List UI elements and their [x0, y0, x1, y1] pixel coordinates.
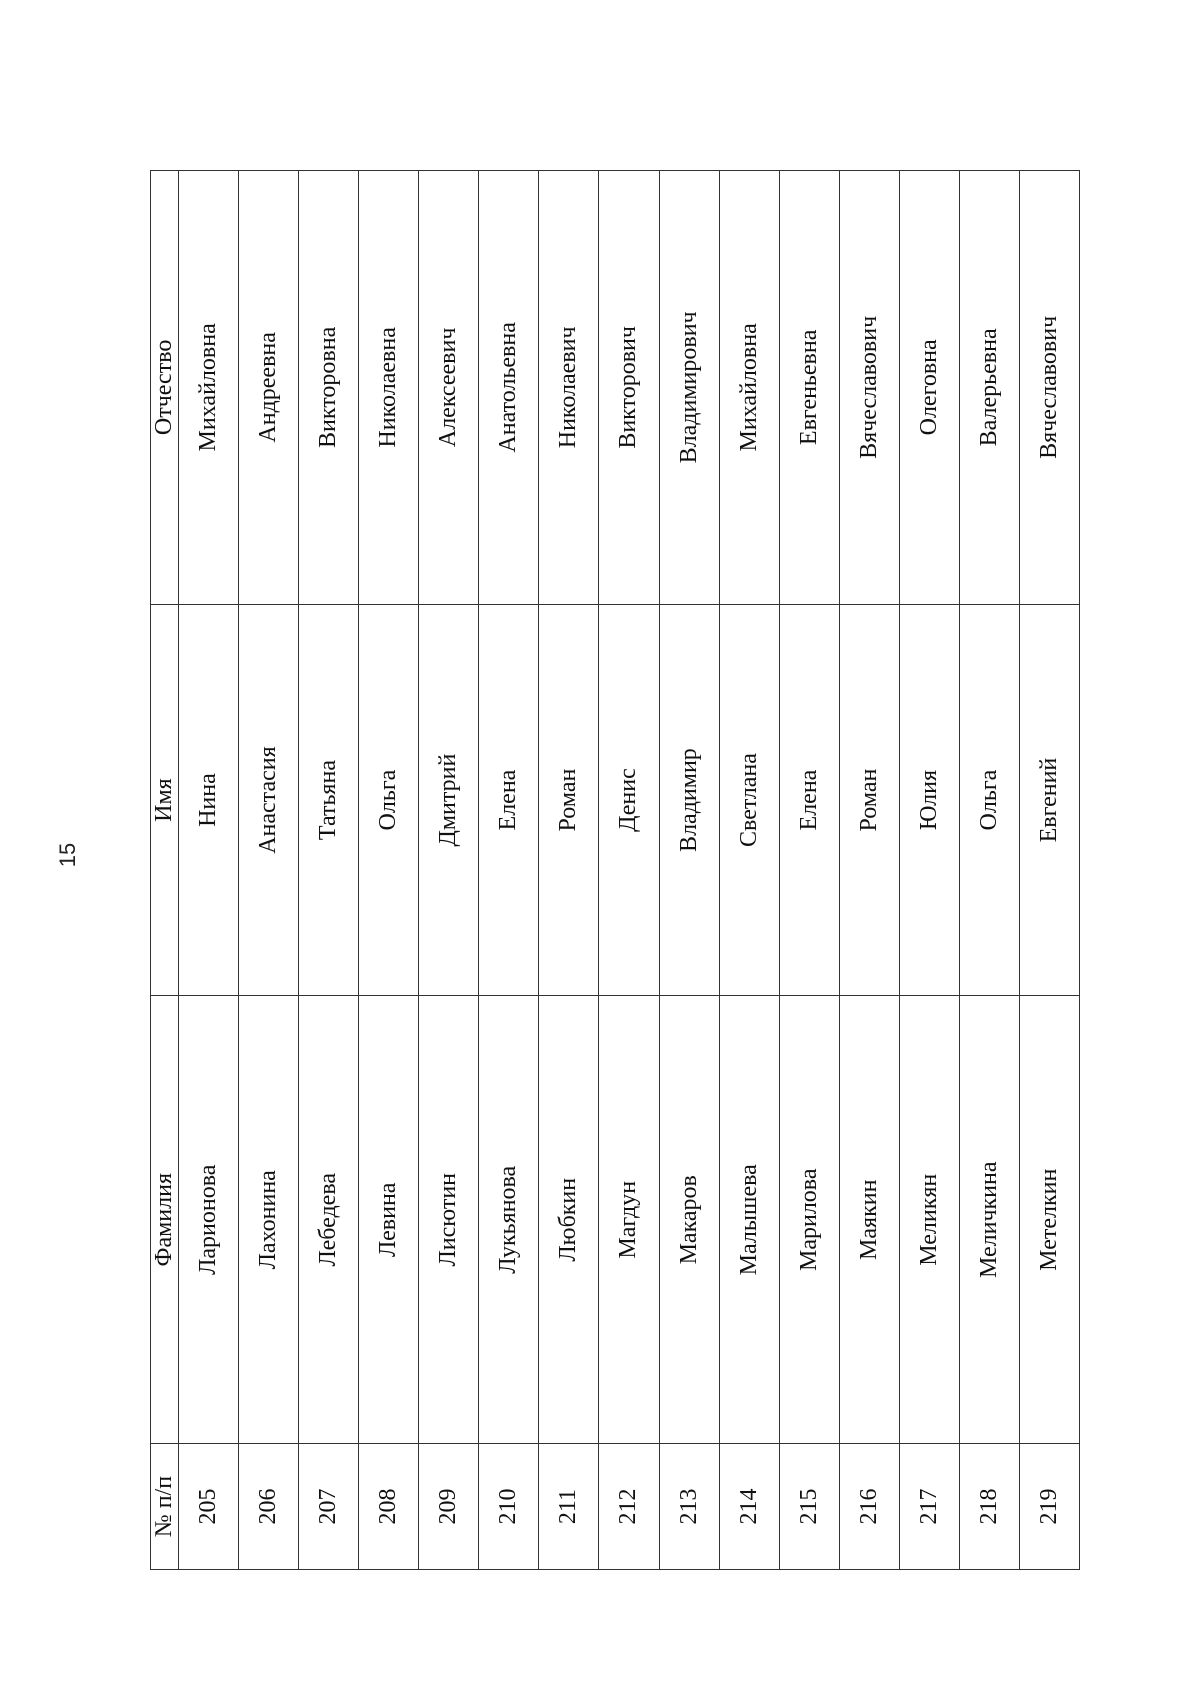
cell-last-name: Макаров	[659, 996, 719, 1444]
cell-number: 215	[779, 1444, 839, 1570]
cell-last-name: Левина	[359, 996, 419, 1444]
cell-number: 218	[959, 1444, 1019, 1570]
cell-patronymic: Николаевна	[359, 171, 419, 605]
cell-last-name: Ларионова	[179, 996, 239, 1444]
table-row	[959, 171, 1019, 1570]
cell-patronymic: Викторович	[599, 171, 659, 605]
cell-last-name: Метелкин	[1019, 996, 1079, 1444]
cell-last-name: Лисютин	[419, 996, 479, 1444]
cell-number: 212	[599, 1444, 659, 1570]
cell-last-name: Лахонина	[239, 996, 299, 1444]
cell-first-name: Роман	[839, 604, 899, 996]
cell-number: 213	[659, 1444, 719, 1570]
table-container	[150, 170, 1080, 1570]
cell-patronymic: Алексеевич	[419, 171, 479, 605]
cell-number: 208	[359, 1444, 419, 1570]
header-last-name: Фамилия	[151, 996, 179, 1444]
table-row	[1019, 171, 1079, 1570]
table-row	[359, 171, 419, 1570]
cell-patronymic: Михайловна	[179, 171, 239, 605]
table-row	[419, 171, 479, 1570]
cell-last-name: Меликян	[899, 996, 959, 1444]
cell-number: 206	[239, 1444, 299, 1570]
table-row	[539, 171, 599, 1570]
cell-patronymic: Валерьевна	[959, 171, 1019, 605]
cell-last-name: Малышева	[719, 996, 779, 1444]
cell-first-name: Елена	[779, 604, 839, 996]
cell-first-name: Дмитрий	[419, 604, 479, 996]
cell-first-name: Денис	[599, 604, 659, 996]
header-patronymic: Отчество	[151, 171, 179, 605]
persons-table	[150, 170, 1080, 1570]
table-row	[179, 171, 239, 1570]
cell-first-name: Ольга	[959, 604, 1019, 996]
cell-patronymic: Андреевна	[239, 171, 299, 605]
table-row	[299, 171, 359, 1570]
page-number: 15	[55, 842, 80, 868]
cell-last-name: Маякин	[839, 996, 899, 1444]
cell-first-name: Евгений	[1019, 604, 1079, 996]
table-body	[179, 171, 1080, 1570]
header-number: № п/п	[151, 1444, 179, 1570]
cell-last-name: Магдун	[599, 996, 659, 1444]
cell-number: 210	[479, 1444, 539, 1570]
cell-first-name: Юлия	[899, 604, 959, 996]
cell-number: 219	[1019, 1444, 1079, 1570]
table-row	[479, 171, 539, 1570]
table-row	[779, 171, 839, 1570]
cell-first-name: Елена	[479, 604, 539, 996]
cell-number: 205	[179, 1444, 239, 1570]
table-row	[599, 171, 659, 1570]
cell-last-name: Меличкина	[959, 996, 1019, 1444]
cell-patronymic: Вячеславович	[839, 171, 899, 605]
cell-number: 214	[719, 1444, 779, 1570]
cell-last-name: Лебедева	[299, 996, 359, 1444]
cell-number: 209	[419, 1444, 479, 1570]
table-row	[719, 171, 779, 1570]
cell-patronymic: Вячеславович	[1019, 171, 1079, 605]
table-row	[239, 171, 299, 1570]
cell-patronymic: Евгеньевна	[779, 171, 839, 605]
cell-first-name: Светлана	[719, 604, 779, 996]
cell-number: 217	[899, 1444, 959, 1570]
cell-number: 211	[539, 1444, 599, 1570]
cell-patronymic: Владимирович	[659, 171, 719, 605]
cell-patronymic: Олеговна	[899, 171, 959, 605]
cell-number: 207	[299, 1444, 359, 1570]
cell-first-name: Нина	[179, 604, 239, 996]
cell-last-name: Любкин	[539, 996, 599, 1444]
cell-last-name: Марилова	[779, 996, 839, 1444]
table-row	[659, 171, 719, 1570]
table-row	[839, 171, 899, 1570]
table-row	[899, 171, 959, 1570]
cell-first-name: Татьяна	[299, 604, 359, 996]
cell-patronymic: Михайловна	[719, 171, 779, 605]
cell-number: 216	[839, 1444, 899, 1570]
cell-last-name: Лукьянова	[479, 996, 539, 1444]
cell-patronymic: Николаевич	[539, 171, 599, 605]
table-header-row	[151, 171, 179, 1570]
cell-patronymic: Викторовна	[299, 171, 359, 605]
cell-first-name: Анастасия	[239, 604, 299, 996]
cell-patronymic: Анатольевна	[479, 171, 539, 605]
header-first-name: Имя	[151, 604, 179, 996]
cell-first-name: Владимир	[659, 604, 719, 996]
cell-first-name: Ольга	[359, 604, 419, 996]
cell-first-name: Роман	[539, 604, 599, 996]
